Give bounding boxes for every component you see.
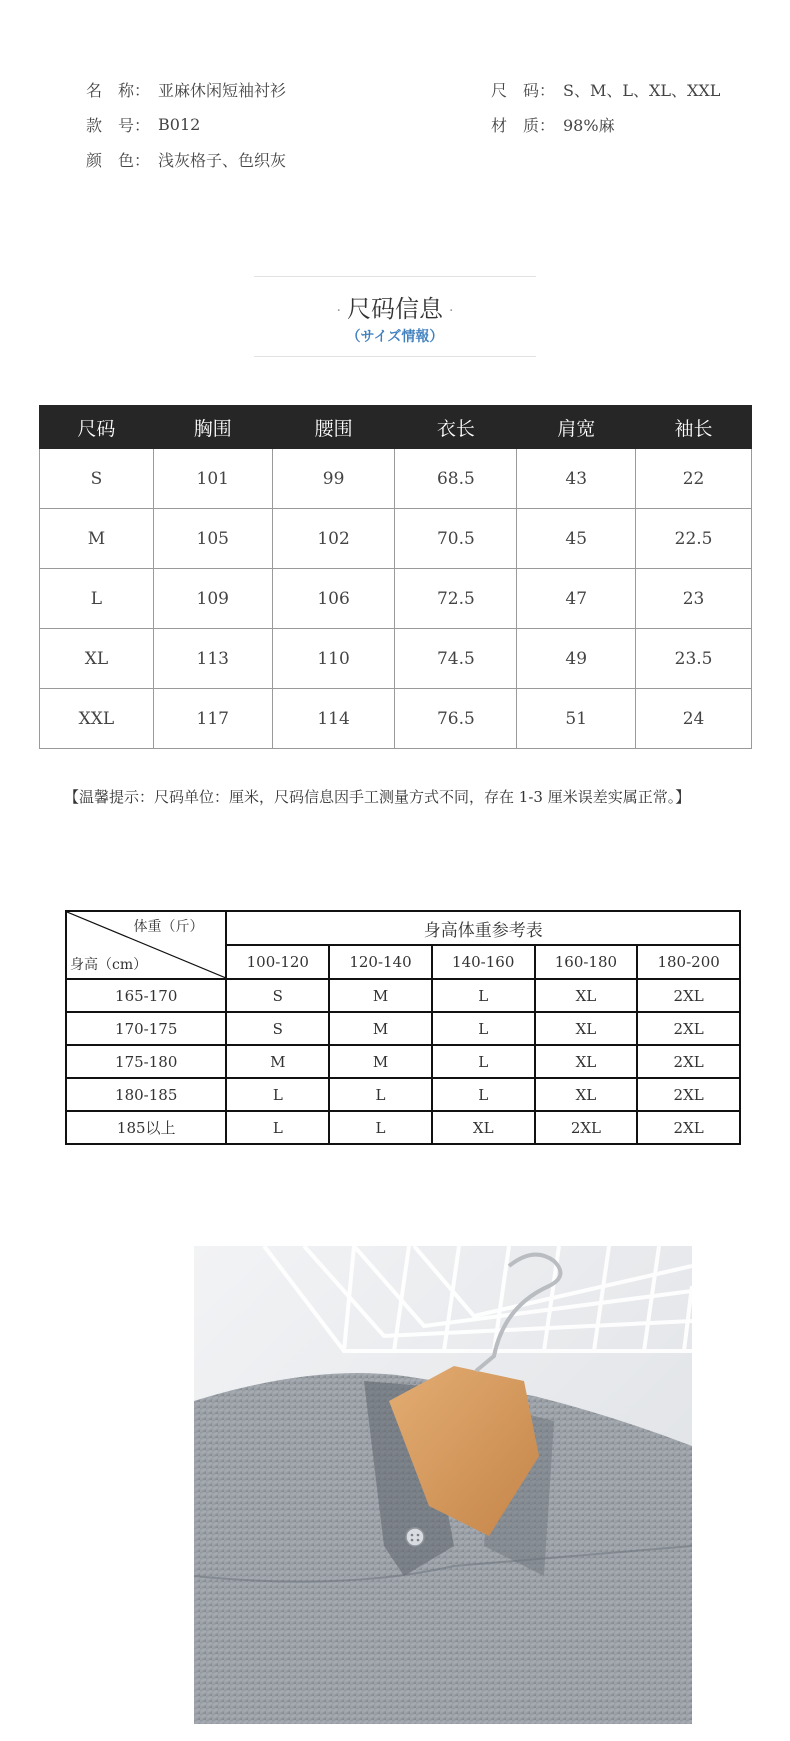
table-cell: 76.5 [395,689,517,749]
header-size: 尺码 [40,406,154,449]
table-cell: L [432,1045,535,1078]
table-cell: M [329,1045,432,1078]
table-row [66,979,740,1012]
table-row [40,629,752,689]
header-chest: 胸围 [153,406,272,449]
height-range: 185以上 [66,1111,226,1144]
size-tip: 【温馨提示：尺码单位：厘米，尺码信息因手工测量方式不同，存在 1-3 厘米误差实属正常。】 [64,788,691,806]
table-cell: 68.5 [395,449,517,509]
height-range: 180-185 [66,1078,226,1111]
product-material [491,107,615,142]
table-cell: 2XL [637,1012,740,1045]
style-no-value: B012 [158,115,201,134]
table-cell: L [432,1012,535,1045]
size-section-title-text: 尺码信息 [347,295,443,323]
table-cell: XL [535,1078,638,1111]
table-row [66,1078,740,1111]
table-cell: M [226,1045,329,1078]
table-cell: 99 [272,449,395,509]
table-cell: L [226,1111,329,1144]
table-cell: 117 [153,689,272,749]
table-cell: 113 [153,629,272,689]
color-label: 颜 色： [86,151,151,170]
table-cell: L [329,1111,432,1144]
table-row [66,1012,740,1045]
button-icon [406,1528,424,1546]
table-caption: 身高体重参考表 [226,911,740,945]
table-cell: 105 [153,509,272,569]
divider [254,276,536,277]
material-value: 98%麻 [563,116,615,135]
weight-range: 140-160 [432,945,535,979]
table-cell: XL [535,1012,638,1045]
table-cell: 45 [517,509,636,569]
height-range: 165-170 [66,979,226,1012]
table-cell: XL [535,1045,638,1078]
size-section-subtitle: （サイズ情報） [346,329,444,345]
table-cell: 43 [517,449,636,509]
table-row [40,689,752,749]
table-cell: 106 [272,569,395,629]
table-cell: M [40,509,154,569]
table-row [40,569,752,629]
weight-label: 体重（斤） [133,919,204,935]
table-cell: 23 [636,569,752,629]
product-info [86,72,726,177]
table-cell: L [432,979,535,1012]
table-cell: 2XL [637,979,740,1012]
table-cell: S [40,449,154,509]
table-cell: L [226,1078,329,1111]
height-weight-table [65,910,741,1145]
table-cell: 70.5 [395,509,517,569]
table-cell: L [329,1078,432,1111]
product-sizes-value: S、M、L、XL、XXL [563,81,721,100]
table-cell: XL [432,1111,535,1144]
weight-range: 120-140 [329,945,432,979]
table-cell: 114 [272,689,395,749]
weight-range: 100-120 [226,945,329,979]
table-cell: S [226,1012,329,1045]
product-name-value: 亚麻休闲短袖衬衫 [158,81,287,100]
shirt-on-hanger-illustration [194,1246,692,1724]
dot-icon: · [336,302,341,319]
table-cell: L [40,569,154,629]
product-name-label: 名 称： [86,81,151,100]
info-row [86,107,726,142]
size-section-header [254,276,536,358]
table-cell: S [226,979,329,1012]
divider [254,356,536,357]
table-cell: XXL [40,689,154,749]
dot-icon: · [449,302,454,319]
table-cell: 101 [153,449,272,509]
height-range: 170-175 [66,1012,226,1045]
weight-range: 180-200 [637,945,740,979]
table-cell: XL [40,629,154,689]
table-cell: XL [535,979,638,1012]
header-length: 衣长 [395,406,517,449]
header-shoulder: 肩宽 [517,406,636,449]
table-cell: M [329,1012,432,1045]
table-cell: 22 [636,449,752,509]
table-cell: 51 [517,689,636,749]
table-row [66,911,740,945]
table-row [66,1045,740,1078]
product-sizes-label: 尺 码： [491,81,556,100]
table-cell: 74.5 [395,629,517,689]
height-label: 身高（cm） [70,957,148,973]
header-waist: 腰围 [272,406,395,449]
table-cell: 2XL [535,1111,638,1144]
table-cell: 109 [153,569,272,629]
table-cell: 22.5 [636,509,752,569]
info-row [86,72,726,107]
table-cell: 2XL [637,1111,740,1144]
product-sizes [491,72,720,107]
product-style-no [86,107,491,142]
table-cell: L [432,1078,535,1111]
product-photo [194,1246,692,1724]
table-cell: 24 [636,689,752,749]
table-row [40,509,752,569]
table-cell: 110 [272,629,395,689]
size-table-header [40,406,752,449]
header-sleeve: 袖长 [636,406,752,449]
table-cell: 72.5 [395,569,517,629]
table-cell: M [329,979,432,1012]
table-cell: 102 [272,509,395,569]
weight-range: 160-180 [535,945,638,979]
table-row [40,449,752,509]
color-value: 浅灰格子、色织灰 [158,151,287,170]
size-table [39,405,752,749]
material-label: 材 质： [491,116,556,135]
diagonal-header [66,911,226,979]
product-color [86,142,491,177]
table-cell: 23.5 [636,629,752,689]
table-cell: 49 [517,629,636,689]
table-row [66,1111,740,1144]
style-no-label: 款 号： [86,116,151,135]
size-section-title [254,289,536,324]
table-cell: 47 [517,569,636,629]
height-range: 175-180 [66,1045,226,1078]
info-row [86,142,726,177]
table-cell: 2XL [637,1078,740,1111]
product-name [86,72,491,107]
table-cell: 2XL [637,1045,740,1078]
